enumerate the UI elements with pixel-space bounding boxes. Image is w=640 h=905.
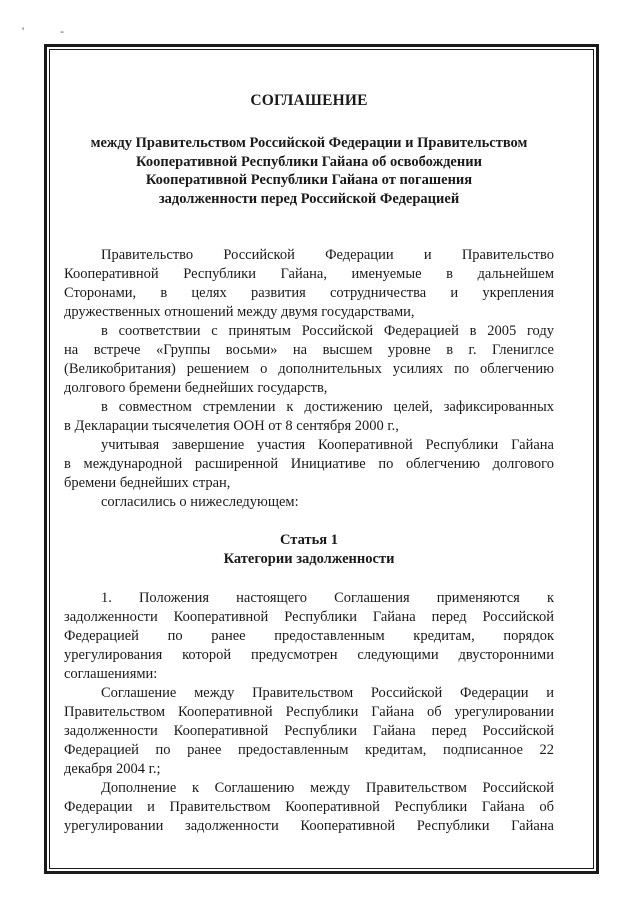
text-line: Кооперативной Республики Гайана, именуемые в дальнейшем — [64, 266, 554, 282]
subtitle-line: Кооперативной Республики Гайана от погашения — [145, 172, 473, 188]
text-line: долгового бремени беднейших государств, — [64, 380, 328, 396]
text-line: бремени беднейших стран, — [64, 475, 231, 491]
text-line: 1. Положения настоящего Соглашения применяются к — [101, 590, 554, 606]
text-line: Соглашение между Правительством Российской Федерации и — [101, 685, 554, 701]
preamble-paragraph — [64, 322, 554, 398]
text-line: Дополнение к Соглашению между Правительством Российской — [101, 780, 554, 796]
text-line: Федерацией по ранее предоставленным кредитам, подписанное 22 — [64, 742, 554, 758]
text-line: Сторонами, в целях развития сотрудничества и укрепления — [64, 285, 554, 301]
text-line: задолженности Кооперативной Республики Гайана перед Российской — [64, 723, 554, 739]
subtitle-line: Кооперативной Республики Гайана об освобождении — [136, 153, 482, 170]
text-line: учитывая завершение участия Кооперативной Республики Гайана — [101, 437, 554, 453]
text-line: задолженности Кооперативной Республики Гайана перед Российской — [64, 609, 554, 625]
text-line: Федерацией по ранее предоставленным кредитам, порядок — [64, 628, 554, 644]
text-line: дружественных отношений между двумя государствами, — [64, 304, 415, 320]
article-heading: Категории задолженности — [223, 551, 395, 567]
preamble-paragraph — [64, 436, 554, 493]
text-line: Правительством Кооперативной Республики Гайана об урегулировании — [64, 704, 554, 720]
scan-mark: ' — [22, 24, 25, 38]
article-number: Статья 1 — [280, 532, 338, 548]
preamble — [64, 246, 554, 512]
text-line: урегулирования которой предусмотрен следующими двусторонними — [64, 647, 554, 663]
subtitle-line: между Правительством Российской Федерации и Правительством — [90, 135, 528, 151]
subtitle-line: задолженности перед Российской Федерацией — [158, 190, 460, 207]
text-line: (Великобритания) решением о дополнительных усилиях по облегчению — [64, 361, 554, 377]
document-subtitle — [64, 134, 554, 208]
article-body — [64, 589, 554, 836]
document-page — [64, 92, 554, 836]
preamble-paragraph — [64, 398, 554, 436]
article-paragraph — [64, 684, 554, 779]
text-line: в соответствии с принятым Российской Федерацией в 2005 году — [101, 323, 554, 339]
article-header — [64, 531, 554, 569]
text-line: согласились о нижеследующем: — [101, 494, 299, 510]
article-paragraph — [64, 589, 554, 684]
text-line: в Декларации тысячелетия ООН от 8 сентября 2000 г., — [64, 418, 399, 434]
text-line: Правительство Российской Федерации и Правительство — [101, 247, 554, 263]
text-line: Федерации и Правительством Кооперативной Республики Гайана об — [64, 799, 554, 815]
text-line: урегулировании задолженности Кооперативной Республики Гайана — [64, 818, 554, 834]
text-line: в международной расширенной Инициативе по облегчению долгового — [64, 456, 554, 472]
preamble-paragraph — [64, 493, 554, 512]
text-line: декабря 2004 г.; — [64, 761, 161, 777]
text-line: в совместном стремлении к достижению целей, зафиксированных — [101, 399, 554, 415]
text-line: на встрече «Группы восьми» на высшем уровне в г. Глениглсе — [64, 342, 554, 358]
text-line: соглашениями: — [64, 666, 158, 682]
scan-mark: - — [60, 24, 64, 38]
document-title: СОГЛАШЕНИЕ — [250, 92, 368, 109]
preamble-paragraph — [64, 246, 554, 322]
article-paragraph — [64, 779, 554, 836]
